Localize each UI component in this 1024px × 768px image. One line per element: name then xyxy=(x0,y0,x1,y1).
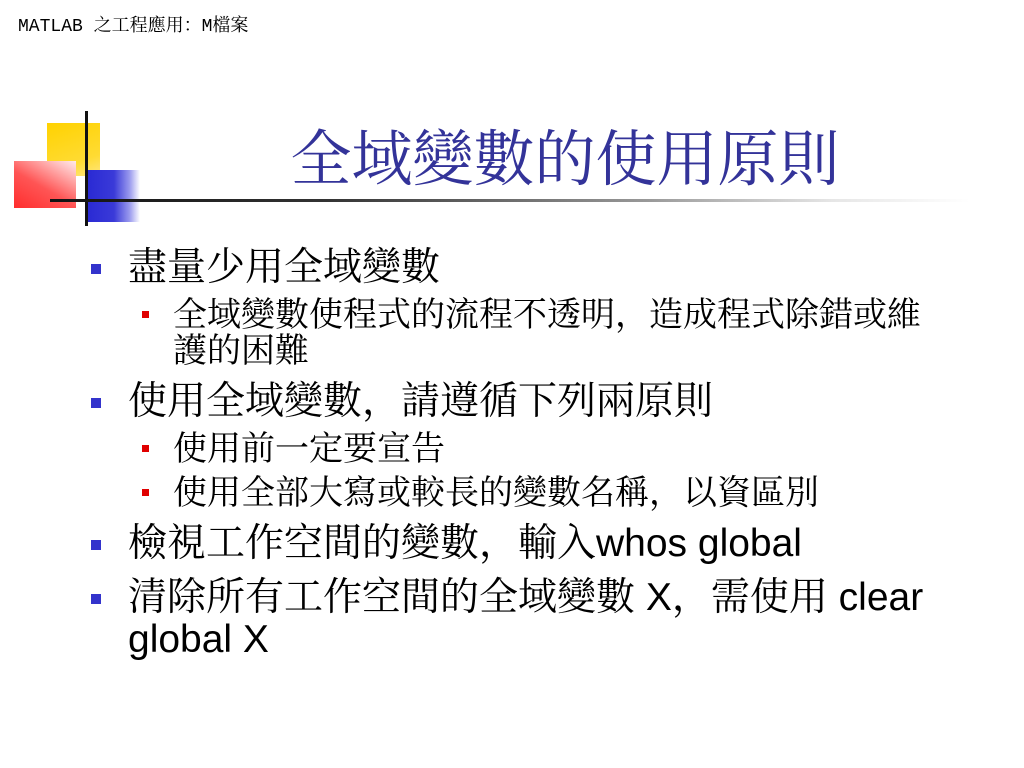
bullet-list xyxy=(0,247,940,661)
sub-bullet-list xyxy=(128,431,940,511)
sub-bullet-text: 使用全部大寫或較長的變數名稱，以資區別 xyxy=(173,474,819,512)
sub-bullet-text: 全域變數使程式的流程不透明，造成程式除錯或維護的困難 xyxy=(173,296,921,370)
bullet-item xyxy=(0,523,940,565)
sub-bullet-text: 使用前一定要宣告 xyxy=(173,430,445,468)
logo-vertical-line xyxy=(85,111,88,226)
title-rule xyxy=(50,199,970,202)
logo-blue-square xyxy=(88,170,140,222)
bullet-text: 檢視工作空間的變數，輸入whos global xyxy=(128,522,802,565)
logo xyxy=(0,0,150,230)
sub-bullet-list xyxy=(128,297,940,369)
header-text: MATLAB 之工程應用：M檔案 xyxy=(18,17,249,37)
bullet-text: 使用全域變數，請遵循下列兩原則 xyxy=(128,380,714,423)
red-square-bullet-icon xyxy=(142,311,149,318)
bullet-text: 清除所有工作空間的全域變數 X，需使用 clear global X xyxy=(128,576,924,661)
slide-title: 全域變數的使用原則 xyxy=(290,124,840,195)
sub-bullet-item xyxy=(128,475,940,511)
red-square-bullet-icon xyxy=(142,445,149,452)
sub-bullet-item xyxy=(128,431,940,467)
blue-square-bullet-icon xyxy=(91,398,101,408)
bullet-item xyxy=(0,381,940,511)
blue-square-bullet-icon xyxy=(91,264,101,274)
blue-square-bullet-icon xyxy=(91,594,101,604)
red-square-bullet-icon xyxy=(142,489,149,496)
sub-bullet-item xyxy=(128,297,940,369)
bullet-text: 盡量少用全域變數 xyxy=(128,246,441,289)
bullet-item xyxy=(0,247,940,369)
bullet-item xyxy=(0,577,940,661)
blue-square-bullet-icon xyxy=(91,540,101,550)
